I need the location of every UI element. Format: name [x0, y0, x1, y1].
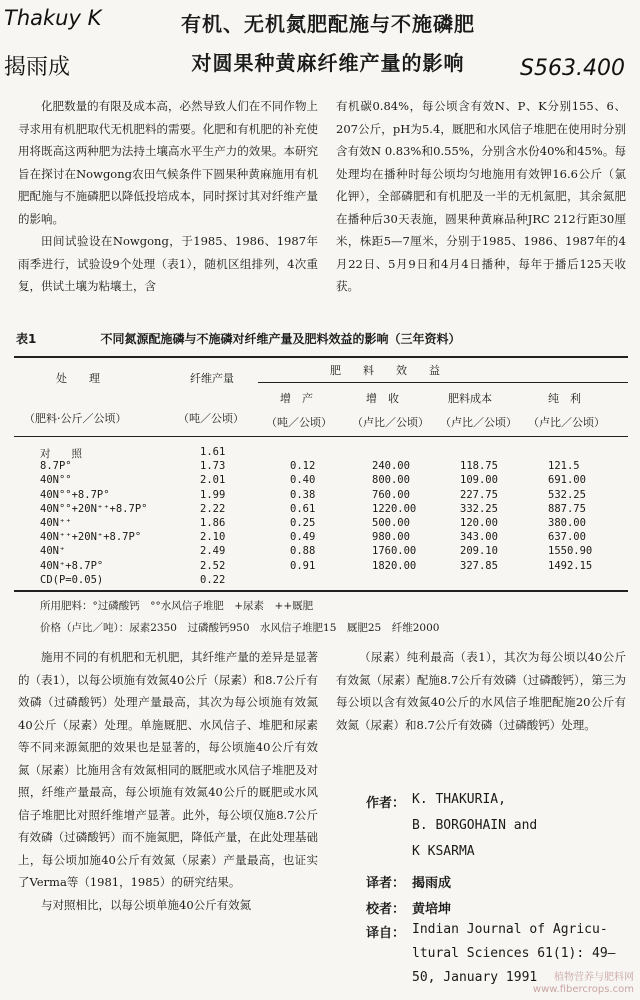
table-cell-inc: 0.40 [290, 474, 316, 487]
table-cell-income: 500.00 [372, 517, 410, 529]
table-row-treatment: 40N°°+20N⁺⁺+8.7P° [40, 502, 148, 515]
table-cell-inc: 0.49 [290, 531, 316, 544]
table-caption [16, 330, 626, 347]
table-cell-net: 121.5 [548, 460, 580, 473]
left-column-top [18, 95, 318, 298]
table-cell-cost: 343.00 [460, 531, 498, 544]
paragraph: （尿素）纯利最高（表1），其次为每公顷以40公斤有效氮（尿素）配施8.7公斤有效磷（过磷酸钙），第三为每公顷以含有效氮40公斤的水风信子堆肥配施20公斤有效氮（尿素）和8.7公斤有效磷（过磷酸钙）处理。 [336, 650, 626, 732]
table-cell-yield: 2.01 [200, 474, 226, 487]
paragraph: 田间试验设在Nowgong，于1985、1986、1987年雨季进行，试验设9个处理（表1），随机区组排列，4次重复，供试土壤为粘壤土，含 [18, 234, 318, 293]
table-cell-yield: 1.99 [200, 488, 226, 501]
table-cell-cost: 332.25 [460, 502, 498, 515]
watermark-line2: www.fibercrops.com [532, 984, 634, 995]
credit-author-1: K. THAKURIA, [412, 792, 506, 807]
header-net-unit: （卢比／公顷） [528, 416, 605, 429]
table-row-treatment: 40N⁺+8.7P° [40, 559, 104, 572]
table-cell-cost: 227.75 [460, 488, 498, 501]
handwritten-author-cn: 揭雨成 [4, 55, 71, 80]
right-column-top [336, 95, 626, 298]
table-cell-net: 691.00 [548, 474, 586, 487]
table-row-treatment: 40N⁺ [40, 545, 66, 558]
handwritten-catalog-number: S563.400 [520, 56, 625, 81]
table-cell-income: 240.00 [372, 460, 410, 473]
table-cell-yield: 2.22 [200, 502, 226, 515]
table-cell-inc: 0.25 [290, 517, 316, 529]
table-row-treatment: 40N⁺⁺+20N⁺+8.7P° [40, 531, 142, 544]
header-increase: 增 产 [280, 392, 313, 405]
table-cell-net: 380.00 [548, 517, 586, 529]
table-cell-yield: 2.52 [200, 559, 226, 572]
table-cell-inc: 0.91 [290, 559, 316, 572]
left-column-bottom [18, 646, 318, 916]
credit-source-3: 50, January 1991 [412, 970, 538, 985]
right-column-bottom [336, 646, 626, 736]
credit-author-label: 作者： [366, 796, 406, 811]
header-increase-unit: （吨／公顷） [266, 416, 332, 429]
header-net: 纯 利 [548, 392, 581, 405]
table-row-treatment: 对 照 [40, 448, 82, 460]
table-cell-income: 760.00 [372, 488, 410, 501]
table-header-rule [14, 436, 628, 437]
table-cell-yield: 2.49 [200, 545, 226, 558]
table-cell-net: 532.25 [548, 488, 586, 501]
table-cell-yield: 1.86 [200, 517, 226, 529]
table-cell-income: 1760.00 [372, 545, 417, 558]
table-cell-inc: 0.38 [290, 488, 316, 501]
table-cell-yield: 0.22 [200, 573, 226, 586]
table-title: 不同氮源配施磷与不施磷对纤维产量及肥料效益的影响（三年资料） [100, 332, 461, 346]
table-cell-cost: 109.00 [460, 474, 498, 487]
article-title-line1: 有机、无机氮肥配施与不施磷肥 [181, 12, 475, 36]
credit-reviewer: 黄培坤 [412, 902, 452, 917]
table-cell-inc: 0.61 [290, 502, 316, 515]
table-cell-cost: 327.85 [460, 559, 498, 572]
header-yield-unit: （吨／公顷） [178, 412, 244, 425]
table-cell-cost: 120.00 [460, 517, 498, 529]
table-row-treatment: 40N⁺⁺ [40, 517, 72, 529]
table-cell-yield: 2.10 [200, 531, 226, 544]
table-row-treatment: 40N°°+8.7P° [40, 488, 110, 501]
paragraph: 有机碳0.84%，每公顷含有效N、P、K分别155、6、207公斤，pH为5.4，厩肥和水风信子堆肥在使用时分别含有效N 0.83%和0.55%，分别含水份40%和45%。每处理均在播种时每公顷均匀地施用有效钾16.6公斤（氯化钾），全部磷肥和有机肥及一半的无机氮肥，其余氮肥在播种后30天表施，圆果种黄麻品种JRC 212行距30厘米，株距5—7厘米，分别于1985、1986、1987年的4月22日、5月9日和4月4日播种，每年于播后125天收获。 [336, 99, 626, 293]
table-note-fertilizers: 所用肥料：°过磷酸钙 °°水风信子堆肥 +尿素 ++厩肥 [40, 600, 314, 612]
header-treatment-unit: （肥料·公斤／公顷） [24, 412, 127, 425]
table-cell-yield: 1.61 [200, 446, 226, 458]
table-cell-net: 887.75 [548, 502, 586, 515]
table-subheader-rule [258, 382, 628, 383]
table-row-treatment: 40N°° [40, 474, 72, 487]
table-note-prices: 价格（卢比／吨）：尿素2350 过磷酸钙950 水风信子堆肥15 厩肥25 纤维2000 [40, 622, 440, 634]
header-treatment: 处 理 [56, 372, 100, 385]
table-cell-net: 1492.15 [548, 559, 593, 572]
header-cost-unit: （卢比／公顷） [440, 416, 517, 429]
table-cell-net: 637.00 [548, 531, 586, 544]
table-cell-income: 1820.00 [372, 559, 417, 572]
credit-source-1: Indian Journal of Agricu- [412, 922, 608, 937]
table-cell-cost: 118.75 [460, 460, 498, 473]
paragraph: 施用不同的有机肥和无机肥，其纤维产量的差异是显著的（表1），以每公顷施有效氮40公斤（尿素）和8.7公斤有效磷（过磷酸钙）处理产量最高，其次为每公顷施有效氮40公斤（尿素）处理。单施厩肥、水风信子、堆肥和尿素等不同来源氮肥的效果也是显著的，每公顷施40公斤有效氮（尿素）比施用含有效氮相同的厩肥或水风信子堆肥及对照，纤维产量最高，每公顷施有效氮40公斤的厩肥或水风信子堆肥比对照纤维增产显著。此外，每公顷仅施8.7公斤有效磷（过磷酸钙）而不施氮肥，降低产量，在此处理基础上，每公顷加施40公斤有效氮（尿素）产量最高，也证实了Verma等（1981，1985）的研究结果。 [18, 650, 318, 889]
credit-translator: 揭雨成 [412, 876, 452, 891]
credit-translator-label: 译者： [366, 876, 406, 891]
table-number: 表1 [16, 332, 37, 346]
table-row-treatment: 8.7P° [40, 460, 72, 473]
credit-author-3: K KSARMA [412, 844, 475, 859]
table-cell-inc: 0.88 [290, 545, 316, 558]
credit-source-2: ltural Sciences 61(1): 49— [412, 946, 616, 961]
header-benefit: 肥 料 效 益 [330, 364, 440, 377]
handwritten-author-latin: Thakuy K [4, 6, 102, 30]
table-row-treatment: CD(P=0.05) [40, 573, 104, 586]
credit-reviewer-label: 校者： [366, 902, 406, 917]
table-cell-net: 1550.90 [548, 545, 593, 558]
table-cell-income: 800.00 [372, 474, 410, 487]
paragraph: 化肥数量的有限及成本高，必然导致人们在不同作物上寻求用有机肥取代无机肥料的需要。化肥和有机肥的补充使用将既高这两种肥为法持土壤高水平生产力的效果。本研究旨在探讨在Nowgong农田气候条件下圆果种黄麻施用有机肥配施与不施磷肥以降低投培成本，同时探讨其对纤维产量的影响。 [18, 99, 318, 226]
table-cell-inc: 0.12 [290, 460, 316, 473]
table-bottom-rule [14, 590, 628, 592]
header-income: 增 收 [366, 392, 399, 405]
credit-author-2: B. BORGOHAIN and [412, 818, 538, 833]
watermark-line1: 植物营养与肥料网 [554, 972, 634, 983]
header-income-unit: （卢比／公顷） [352, 416, 429, 429]
table-cell-income: 980.00 [372, 531, 410, 544]
paragraph: 与对照相比，以每公顷单施40公斤有效氮 [41, 897, 252, 912]
table-cell-cost: 209.10 [460, 545, 498, 558]
site-watermark [533, 972, 634, 996]
article-title-line2: 对圆果种黄麻纤维产量的影响 [191, 51, 465, 75]
table-cell-yield: 1.73 [200, 460, 226, 473]
header-yield: 纤维产量 [190, 372, 234, 385]
credit-source-label: 译自： [366, 926, 406, 941]
table-top-rule [14, 356, 628, 358]
header-cost: 肥料成本 [448, 392, 492, 405]
table-cell-income: 1220.00 [372, 502, 417, 515]
